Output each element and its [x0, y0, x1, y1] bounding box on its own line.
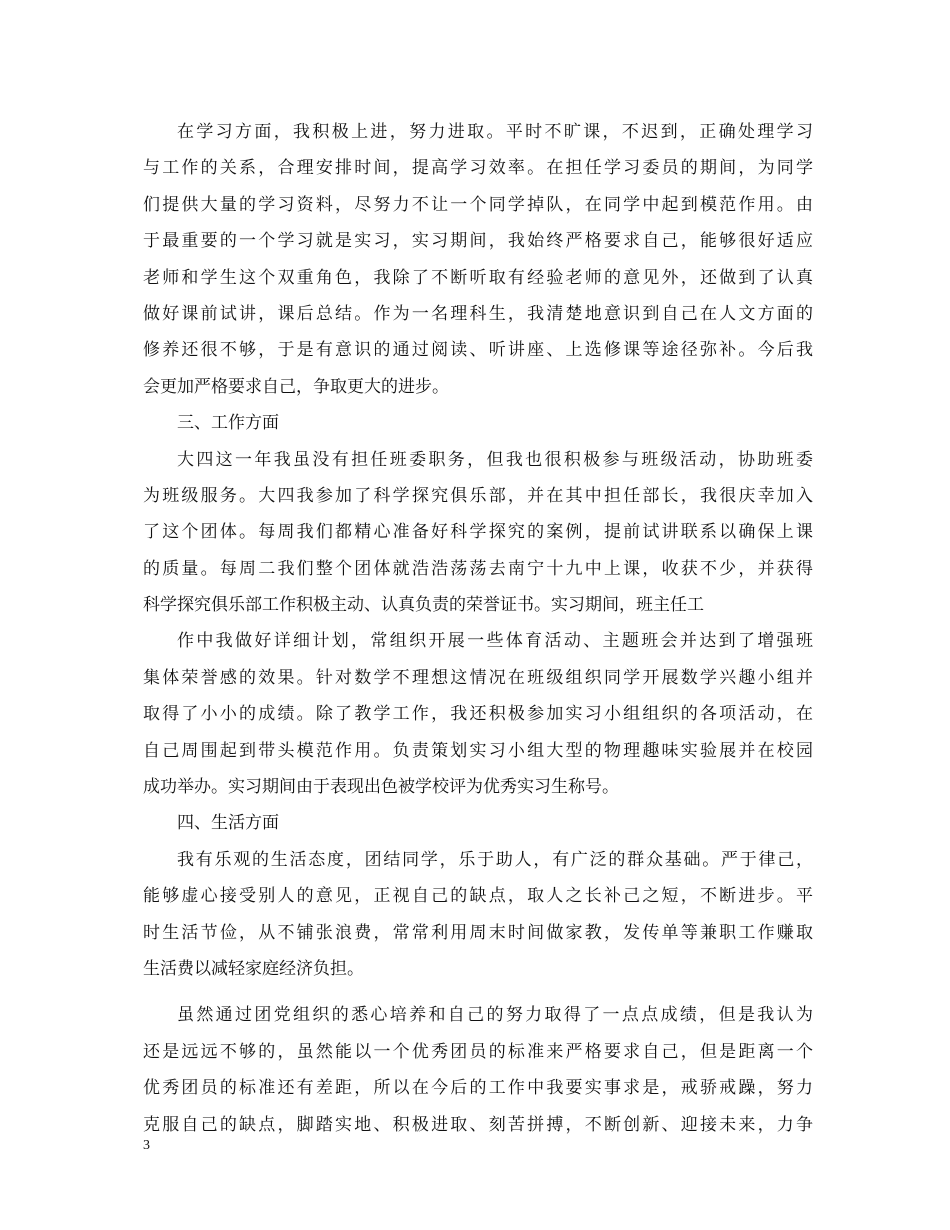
paragraph-study-line: 于最重要的一个学习就是实习，实习期间，我始终严格要求自己，能够很好适应	[143, 231, 813, 252]
paragraph-internship-line: 作中我做好详细计划，常组织开展一些体育活动、主题班会并达到了增强班	[177, 631, 813, 652]
paragraph-study-line: 会更加严格要求自己，争取更大的进步。	[143, 376, 449, 397]
paragraph-life-line: 我有乐观的生活态度，团结同学，乐于助人，有广泛的群众基础。严于律己，	[177, 849, 813, 870]
paragraph-study-line: 做好课前试讲，课后总结。作为一名理科生，我清楚地意识到自己在人文方面的	[143, 303, 813, 324]
paragraph-conclusion-line: 优秀团员的标准还有差距，所以在今后的工作中我要实事求是，戒骄戒躁，努力	[143, 1078, 813, 1099]
paragraph-internship-line: 取得了小小的成绩。除了教学工作，我还积极参加实习小组组织的各项活动，在	[143, 704, 813, 725]
paragraph-gap	[143, 987, 813, 997]
paragraph-work-line: 了这个团体。每周我们都精心准备好科学探究的案例，提前试讲联系以确保上课	[143, 522, 813, 543]
paragraph-work-line: 大四这一年我虽没有担任班委职务，但我也很积极参与班级活动，协助班委	[177, 449, 813, 470]
document-body	[143, 114, 813, 1143]
paragraph-work-line: 的质量。每周二我们整个团体就浩浩荡荡去南宁十九中上课，收获不少，并获得	[143, 558, 813, 579]
paragraph-study-line: 修养还很不够，于是有意识的通过阅读、听讲座、上选修课等途径弥补。今后我	[143, 340, 813, 361]
paragraph-work-line: 科学探究俱乐部工作积极主动、认真负责的荣誉证书。实习期间，班主任工	[143, 595, 704, 616]
paragraph-life-line: 能够虚心接受别人的意见，正视自己的缺点，取人之长补己之短，不断进步。平	[143, 886, 813, 907]
paragraph-life-line: 生活费以减轻家庭经济负担。	[143, 958, 364, 979]
paragraph-study-line: 们提供大量的学习资料，尽努力不让一个同学掉队，在同学中起到模范作用。由	[143, 194, 813, 215]
paragraph-internship-line: 成功举办。实习期间由于表现出色被学校评为优秀实习生称号。	[143, 777, 619, 798]
paragraph-study-line: 在学习方面，我积极上进，努力进取。平时不旷课，不迟到，正确处理学习	[177, 122, 813, 142]
page-number: 3	[143, 1138, 150, 1153]
paragraph-internship-line: 集体荣誉感的效果。针对数学不理想这情况在班级组织同学开展数学兴趣小组并	[143, 667, 813, 688]
paragraph-life-line: 时生活节俭，从不铺张浪费，常常利用周末时间做家教，发传单等兼职工作赚取	[143, 922, 813, 943]
section-heading-work: 三、工作方面	[177, 413, 279, 434]
paragraph-study-line: 老师和学生这个双重角色，我除了不断听取有经验老师的意见外，还做到了认真	[143, 267, 813, 288]
paragraph-conclusion-line: 克服自己的缺点，脚踏实地、积极进取、刻苦拼搏，不断创新、迎接未来，力争	[143, 1114, 813, 1135]
paragraph-internship-line: 自己周围起到带头模范作用。负责策划实习小组大型的物理趣味实验展并在校园	[143, 740, 813, 761]
paragraph-study-line: 与工作的关系，合理安排时间，提高学习效率。在担任学习委员的期间，为同学	[143, 158, 813, 179]
paragraph-work-line: 为班级服务。大四我参加了科学探究俱乐部，并在其中担任部长，我很庆幸加入	[143, 485, 813, 506]
section-heading-life: 四、生活方面	[177, 813, 279, 834]
paragraph-conclusion-line: 虽然通过团党组织的悉心培养和自己的努力取得了一点点成绩，但是我认为	[177, 1005, 813, 1026]
paragraph-conclusion-line: 还是远远不够的，虽然能以一个优秀团员的标准来严格要求自己，但是距离一个	[143, 1041, 813, 1062]
